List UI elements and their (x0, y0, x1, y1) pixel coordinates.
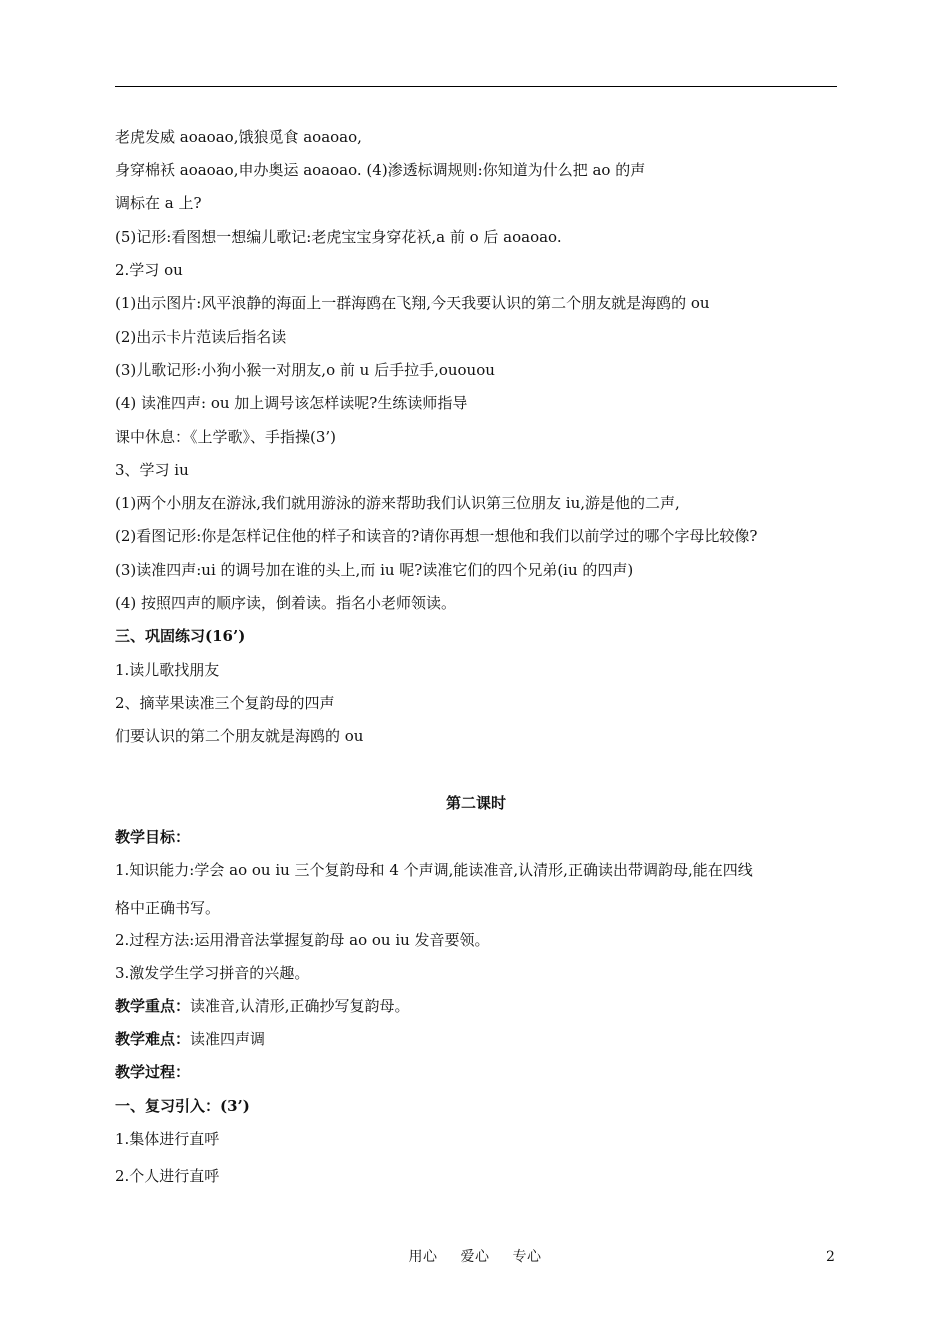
text-line: (4) 读准四声: ou 加上调号该怎样读呢?生练读师指导 (115, 394, 468, 412)
difficulty-label: 教学难点： (115, 1030, 191, 1048)
text-line: (2)看图记形:你是怎样记住他的样子和读音的?请你再想一想他和我们以前学过的哪个字母比较像? (115, 527, 758, 545)
text-line: (2)出示卡片范读后指名读 (115, 328, 287, 346)
process-label: 教学过程： (115, 1063, 191, 1081)
footer-slogan: 用心 爱心 专心 (408, 1249, 542, 1265)
text-line: (1)出示图片:风平浪静的海面上一群海鸥在飞翔,今天我要认识的第二个朋友就是海鸥的 ou (115, 294, 710, 312)
text-line: (1)两个小朋友在游泳,我们就用游泳的游来帮助我们认识第三位朋友 iu,游是他的二声, (115, 494, 680, 512)
goal-line: 1.知识能力:学会 ao ou iu 三个复韵母和 4 个声调,能读准音,认清形,正确读出带调韵母,能在四线 (115, 861, 753, 879)
text-line: (3)读准四声:ui 的调号加在谁的头上,而 iu 呢?读准它们的四个兄弟(iu 的四声) (115, 561, 634, 579)
page-number: 2 (826, 1249, 835, 1265)
text-line: 2、摘苹果读准三个复韵母的四声 (115, 694, 335, 712)
lesson-title: 第二课时 (445, 794, 506, 812)
goal-line: 3.激发学生学习拼音的兴趣。 (115, 964, 310, 982)
goal-line: 2.过程方法:运用滑音法掌握复韵母 ao ou iu 发音要领。 (115, 931, 490, 949)
text-line: 老虎发威 aoaoao,饿狼觅食 aoaoao, (115, 128, 362, 146)
text-line: (5)记形:看图想一想编儿歌记:老虎宝宝身穿花袄,a 前 o 后 aoaoao. (115, 228, 562, 246)
goals-label: 教学目标： (115, 828, 191, 846)
text-line: 2.学习 ou (115, 261, 183, 279)
section-heading: 三、巩固练习(16’) (115, 627, 246, 645)
text-line: 1.读儿歌找朋友 (115, 661, 220, 679)
text-line: 1.集体进行直呼 (115, 1130, 220, 1148)
difficulty-points (115, 1029, 265, 1049)
text-line: 课中休息：《上学歌》、手指操(3’) (115, 428, 337, 446)
difficulty-text: 读准四声调 (190, 1030, 266, 1048)
key-points-label: 教学重点： (115, 997, 191, 1015)
text-line: 调标在 a 上? (115, 194, 202, 212)
text-line: 身穿棉袄 aoaoao,申办奥运 aoaoao. (4)渗透标调规则:你知道为什么把 ao 的声 (115, 161, 646, 179)
key-points-text: 读准音,认清形,正确抄写复韵母。 (190, 997, 410, 1015)
key-points (115, 996, 410, 1016)
text-line: (4) 按照四声的顺序读，倒着读。指名小老师领读。 (115, 594, 457, 612)
text-line: 们要认识的第二个朋友就是海鸥的 ou (115, 727, 364, 745)
text-line: (3)儿歌记形:小狗小猴一对朋友,o 前 u 后手拉手,ououou (115, 361, 495, 379)
review-heading: 一、复习引入：(3’) (115, 1097, 250, 1115)
header-rule (115, 86, 837, 87)
text-line: 2.个人进行直呼 (115, 1167, 220, 1185)
text-line: 3、学习 iu (115, 461, 189, 479)
goal-line: 格中正确书写。 (115, 899, 221, 917)
